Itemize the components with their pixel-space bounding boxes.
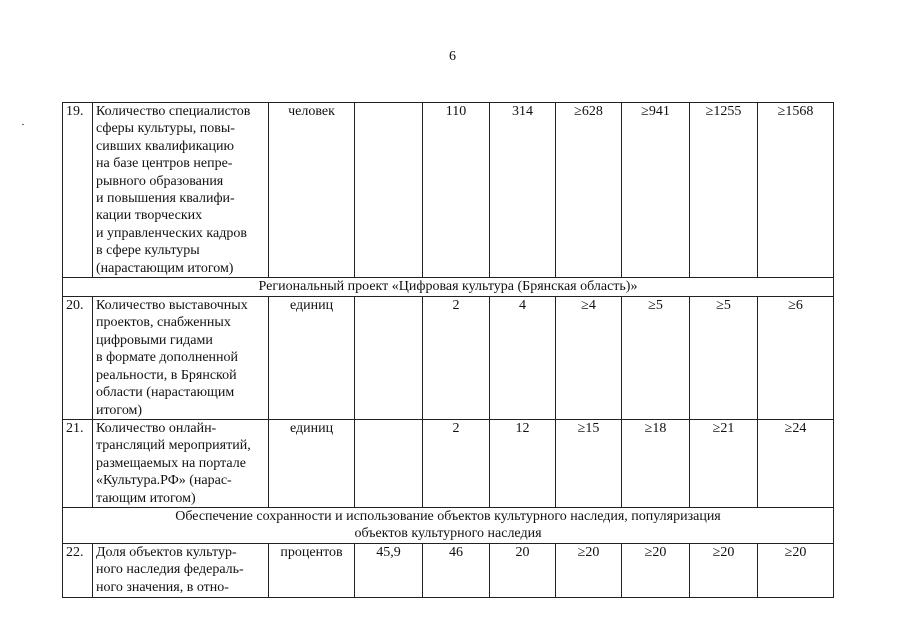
value-cell: ≥20 <box>758 543 834 597</box>
row-number: 22. <box>63 543 93 597</box>
description-line: сивших квалификацию <box>96 138 234 154</box>
value-cell: ≥6 <box>758 297 834 420</box>
section-title-line: Региональный проект «Цифровая культура (Брянская область)» <box>258 279 638 295</box>
section-title-line: Обеспечение сохранности и использование объектов культурного наследия, популяризация <box>175 508 721 524</box>
description-line: Количество выставочных <box>96 298 248 314</box>
value-cell: 46 <box>423 543 490 597</box>
description-line: реальности, в Брянской <box>96 367 237 383</box>
value-cell: ≥1255 <box>690 103 758 278</box>
description-line: цифровыми гидами <box>96 332 213 348</box>
value-cell: ≥20 <box>690 543 758 597</box>
description-line: Доля объектов культур- <box>96 544 237 560</box>
description-line: ного наследия федераль- <box>96 562 244 578</box>
description-line: ного значения, в отно- <box>96 579 229 595</box>
section-title <box>63 278 834 297</box>
description-line: на базе центров непре- <box>96 156 233 172</box>
value-cell: ≥5 <box>622 297 690 420</box>
description-line: кации творческих <box>96 208 203 224</box>
unit-cell: процентов <box>269 543 355 597</box>
margin-mark <box>22 124 24 125</box>
unit-cell: единиц <box>269 297 355 420</box>
row-number: 21. <box>63 419 93 507</box>
indicator-description <box>93 297 269 420</box>
table-body <box>63 103 834 598</box>
description-line: трансляций мероприятий, <box>96 438 251 454</box>
value-cell: ≥18 <box>622 419 690 507</box>
description-line: сферы культуры, повы- <box>96 121 235 137</box>
value-cell <box>355 297 423 420</box>
value-cell: ≥628 <box>556 103 622 278</box>
value-cell: ≥5 <box>690 297 758 420</box>
table-row <box>63 543 834 597</box>
section-header-row <box>63 507 834 543</box>
description-line: размещаемых на портале <box>96 455 246 471</box>
description-line: и повышения квалифи- <box>96 191 235 207</box>
value-cell: ≥941 <box>622 103 690 278</box>
unit-cell: единиц <box>269 419 355 507</box>
value-cell <box>355 103 423 278</box>
table-row <box>63 419 834 507</box>
indicator-description <box>93 543 269 597</box>
row-number: 19. <box>63 103 93 278</box>
value-cell: 110 <box>423 103 490 278</box>
description-line: тающим итогом) <box>96 490 196 506</box>
section-header-row <box>63 278 834 297</box>
description-line: Количество специалистов <box>96 104 251 119</box>
value-cell: ≥4 <box>556 297 622 420</box>
page-number: 6 <box>449 49 456 64</box>
value-cell: 45,9 <box>355 543 423 597</box>
value-cell: ≥15 <box>556 419 622 507</box>
value-cell: ≥24 <box>758 419 834 507</box>
indicator-description <box>93 419 269 507</box>
value-cell: ≥20 <box>556 543 622 597</box>
value-cell: 12 <box>490 419 556 507</box>
description-line: в формате дополненной <box>96 350 239 366</box>
value-cell: ≥21 <box>690 419 758 507</box>
description-line: в сфере культуры <box>96 243 200 259</box>
table-row <box>63 297 834 420</box>
description-line: «Культура.РФ» (нарас- <box>96 473 232 489</box>
value-cell: 2 <box>423 297 490 420</box>
description-line: (нарастающим итогом) <box>96 260 234 276</box>
value-cell: ≥20 <box>622 543 690 597</box>
indicator-description <box>93 103 269 278</box>
description-line: рывного образования <box>96 173 224 189</box>
value-cell: 4 <box>490 297 556 420</box>
table-row <box>63 103 834 278</box>
indicators-table <box>62 102 834 598</box>
value-cell: 314 <box>490 103 556 278</box>
description-line: и управленческих кадров <box>96 225 247 241</box>
description-line: проектов, снабженных <box>96 315 231 331</box>
unit-cell: человек <box>269 103 355 278</box>
description-line: Количество онлайн- <box>96 420 217 436</box>
row-number: 20. <box>63 297 93 420</box>
value-cell: 20 <box>490 543 556 597</box>
section-title-line: объектов культурного наследия <box>354 526 542 542</box>
description-line: области (нарастающим <box>96 385 235 401</box>
description-line: итогом) <box>96 402 143 418</box>
value-cell <box>355 419 423 507</box>
section-title <box>63 507 834 543</box>
value-cell: 2 <box>423 419 490 507</box>
value-cell: ≥1568 <box>758 103 834 278</box>
